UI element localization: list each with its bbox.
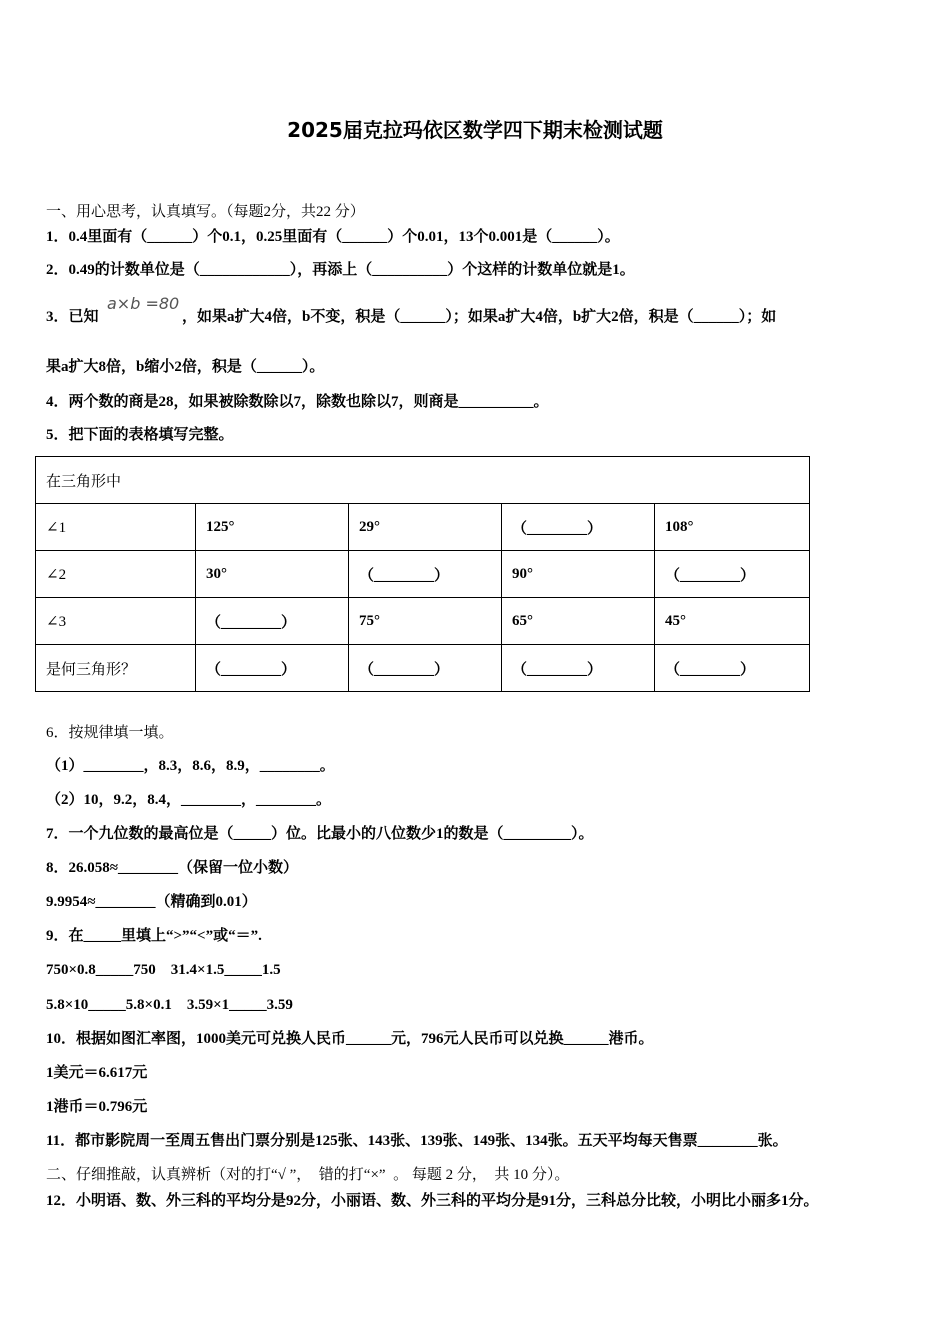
cell: ∠1: [36, 504, 196, 551]
question-6-1: （1）________，8.3，8.6，8.9，________。: [46, 758, 335, 774]
question-6: 6．按规律填一填。: [46, 725, 174, 741]
question-10-rate-usd: 1美元＝6.617元: [46, 1065, 148, 1081]
question-2: 2．0.49的计数单位是（____________），再添上（__________）个这样的计数单位就是1。: [46, 262, 635, 278]
question-11: 11．都市影院周一至周五售出门票分别是125张、143张、139张、149张、134张。五天平均每天售票________张。: [46, 1133, 788, 1149]
cell: （________）: [349, 551, 502, 598]
question-9: 9．在_____里填上“>”“<”或“＝”.: [46, 928, 262, 944]
cell: 75°: [349, 598, 502, 645]
table-header: 在三角形中: [36, 457, 810, 504]
cell: 108°: [655, 504, 810, 551]
question-9b: 5.8×10_____5.8×0.1 3.59×1_____3.59: [46, 997, 293, 1013]
question-9a: 750×0.8_____750 31.4×1.5_____1.5: [46, 962, 281, 978]
question-7: 7．一个九位数的最高位是（_____）位。比最小的八位数少1的数是（_________）。: [46, 826, 594, 842]
cell: （________）: [655, 551, 810, 598]
cell: （________）: [502, 645, 655, 692]
cell: 45°: [655, 598, 810, 645]
cell: 29°: [349, 504, 502, 551]
page-title: 2025届克拉玛依区数学四下期末检测试题: [287, 118, 663, 142]
question-12: 12．小明语、数、外三科的平均分是92分，小丽语、数、外三科的平均分是91分，三科总分比较，小明比小丽多1分。: [46, 1193, 819, 1209]
question-8b: 9.9954≈________（精确到0.01）: [46, 894, 257, 910]
question-3: ，如果a扩大4倍，b不变，积是（______）；如果a扩大4倍，b扩大2倍，积是（______）；如: [182, 309, 777, 325]
cell: 65°: [502, 598, 655, 645]
question-10: 10．根据如图汇率图，1000美元可兑换人民币______元，796元人民币可以兑换______港币。: [46, 1031, 654, 1047]
table-row: [36, 645, 810, 692]
table-row: [36, 551, 810, 598]
cell: ∠2: [36, 551, 196, 598]
cell: （________）: [196, 645, 349, 692]
cell: 是何三角形？: [36, 645, 196, 692]
triangle-table: [35, 456, 810, 692]
cell: （________）: [196, 598, 349, 645]
question-4: 4．两个数的商是28，如果被除数除以7，除数也除以7，则商是__________。: [46, 394, 549, 410]
section-1-heading: 一、用心思考，认真填写。（每题2分，共22 分）: [46, 204, 365, 220]
table-row: [36, 598, 810, 645]
cell: （________）: [349, 645, 502, 692]
question-5: 5．把下面的表格填写完整。: [46, 427, 234, 443]
question-3-formula: a×b =80: [107, 294, 180, 313]
table-row: [36, 504, 810, 551]
question-10-rate-hkd: 1港币＝0.796元: [46, 1099, 148, 1115]
question-6-2: （2）10，9.2，8.4，________，________。: [46, 792, 332, 808]
section-2-heading: 二、仔细推敲，认真辨析（对的打“√ ”， 错的打“×” 。 每题 2 分， 共 10 分）。: [46, 1167, 570, 1183]
question-1: 1．0.4里面有（______）个0.1，0.25里面有（______）个0.01，13个0.001是（______）。: [46, 229, 620, 245]
cell: 30°: [196, 551, 349, 598]
cell: （________）: [655, 645, 810, 692]
cell: （________）: [502, 504, 655, 551]
cell: 125°: [196, 504, 349, 551]
cell: ∠3: [36, 598, 196, 645]
question-3-line2: 果a扩大8倍，b缩小2倍，积是（______）。: [46, 359, 325, 375]
question-8a: 8．26.058≈________（保留一位小数）: [46, 860, 298, 876]
cell: 90°: [502, 551, 655, 598]
question-3-prefix: 3．已知: [46, 309, 99, 325]
